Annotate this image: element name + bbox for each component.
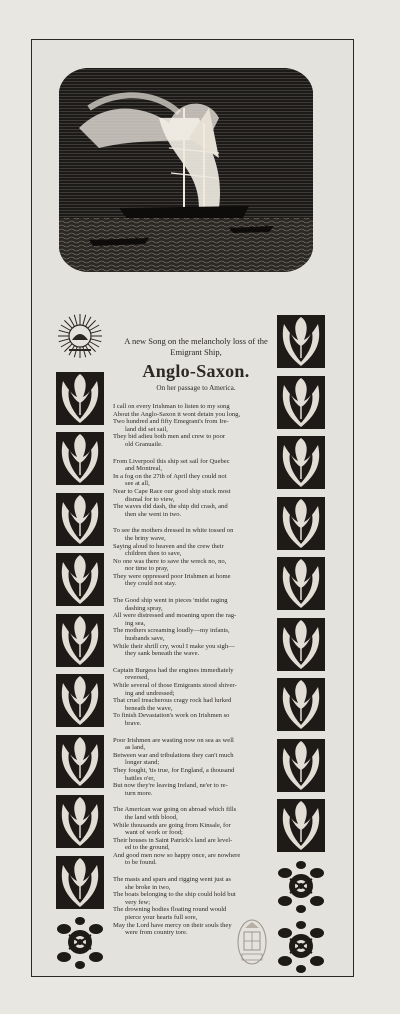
verse-line: Poor Irishmen are wasting now on sea as well	[113, 736, 234, 744]
verse-line: children then to save,	[125, 550, 182, 558]
verse-line: the land with blood,	[125, 813, 178, 821]
right-acanthus-ornament-icon	[276, 375, 326, 430]
verse-line: ing and undressed;	[125, 689, 175, 697]
verse-line: Near to Cape Race our good ship stuck most	[113, 487, 231, 495]
left-rose-ornament-icon	[55, 915, 105, 970]
stanza	[113, 458, 279, 519]
verse-line: The boats belonging to the ship could hold but	[113, 891, 236, 899]
right-acanthus-ornament-icon	[276, 738, 326, 793]
right-acanthus-ornament-icon	[276, 435, 326, 490]
verse-line: very few;	[125, 898, 151, 906]
song-text	[113, 336, 279, 946]
verse-line: land did set sail,	[125, 425, 168, 433]
verse-line: They were oppressed poor Irishmen at home	[113, 572, 231, 580]
right-acanthus-ornament-icon	[276, 798, 326, 853]
verse-line: While their shrill cry, woul I make you sigh—	[113, 642, 235, 650]
verse-line: then she went in two.	[125, 510, 182, 518]
left-acanthus-ornament-icon	[55, 613, 105, 668]
verse-line: All were distressed and moaning upon the rag-	[113, 612, 237, 620]
verse-line: as land,	[125, 744, 146, 752]
left-acanthus-ornament-icon	[55, 492, 105, 547]
left-acanthus-ornament-icon	[55, 734, 105, 789]
verse-line: longer stand;	[125, 759, 160, 767]
verse-line: The drowning bodies floating round would	[113, 906, 227, 914]
right-acanthus-ornament-icon	[276, 556, 326, 611]
verse-line: Between war and tribulations they can't much	[113, 751, 234, 759]
verse-line: old Granuaile.	[125, 440, 163, 448]
verse-line: In a fog on the 27th of April they could not	[113, 472, 227, 480]
right-rose-ornament-icon	[276, 859, 326, 914]
stanza	[113, 597, 279, 658]
verse-line: That cruel treacherous cragy rock had lurked	[113, 697, 232, 705]
verse-line: see at all,	[125, 480, 150, 488]
stanza	[113, 403, 279, 449]
verse-line: The American war going on abroad which fills	[113, 806, 237, 814]
left-acanthus-ornament-icon	[55, 371, 105, 426]
verse-line: want of work or food;	[125, 829, 183, 837]
verse-line: They fought, 'tis true, for England, a thousand	[113, 766, 235, 774]
verse-line: To see the mothers dressed in white tossed on	[113, 527, 234, 535]
verse-line: battles o'er,	[125, 774, 155, 782]
left-sunburst-ornament-icon	[55, 310, 105, 365]
verse-line: the briny wave,	[125, 534, 166, 542]
verse-line: Their houses in Saint Patrick's land are level-	[113, 836, 233, 844]
song-intro: A new Song on the melancholy loss of the Emigrant Ship,	[124, 336, 268, 357]
left-acanthus-ornament-icon	[55, 552, 105, 607]
verse-line: were from country tore.	[125, 929, 188, 937]
verse-line: While several of those Emigrants stood shiver-	[113, 682, 237, 689]
printer-seal-icon	[236, 918, 268, 968]
stanza	[113, 527, 279, 588]
verse-line: pierce your hearts full sore,	[125, 914, 198, 922]
verse-line: From Liverpool this ship set sail for Quebec	[113, 457, 230, 465]
verse-line: dashing spray,	[125, 604, 163, 612]
left-acanthus-ornament-icon	[55, 794, 105, 849]
verse-line: dismal for to view,	[125, 495, 175, 503]
verse-line: ing sea,	[125, 619, 146, 627]
stanza	[113, 806, 279, 867]
verse-line: reversed,	[125, 674, 149, 682]
left-acanthus-ornament-icon	[55, 673, 105, 728]
right-rose-ornament-icon	[276, 919, 326, 974]
verse-line: beneath the wave,	[125, 704, 173, 712]
verse-line: Two hundred and fifty Emegrant's from Ire-	[113, 418, 229, 426]
burning-ship-engraving	[59, 68, 313, 272]
stanza	[113, 667, 279, 728]
verse-line: The mothers screaming loudly—my infants,	[113, 627, 230, 635]
verse-line: they could not stay.	[125, 580, 177, 588]
verse-line: No one was there to save the wreck no, no,	[113, 557, 227, 565]
verse-line: The masts and spars and rigging went just as	[113, 876, 231, 884]
verse-line: May the Lord have mercy on their souls they	[113, 921, 232, 929]
verse-line: They bid adieu both men and crew to poor	[113, 433, 226, 441]
verse-line: they sank beneath the wave.	[125, 650, 200, 658]
verse-line: While thousands are going from Kinsale, for	[113, 821, 231, 829]
left-acanthus-ornament-icon	[55, 855, 105, 910]
stanza	[113, 737, 279, 798]
verse-line: ed to the ground,	[125, 844, 170, 852]
verse-line: The Good ship went in pieces 'midst raging	[113, 597, 228, 605]
verse-line: husbands save,	[125, 635, 165, 643]
verse-line: to be found.	[125, 859, 157, 867]
verse-line: turn more.	[125, 789, 153, 797]
verse-line: Captain Burgess had the engines immediately	[113, 666, 234, 674]
verse-line: About the Anglo-Saxon it wont detain you long,	[113, 410, 241, 418]
right-acanthus-ornament-icon	[276, 314, 326, 369]
verse-line: and Montreal,	[125, 465, 162, 473]
right-acanthus-ornament-icon	[276, 677, 326, 732]
verse-line: The waves did dash, the ship did crash, and	[113, 503, 228, 511]
verse-line: And good men now so happy once, are nowhere	[113, 851, 241, 859]
song-title: Anglo-Saxon.	[142, 361, 250, 381]
left-acanthus-ornament-icon	[55, 431, 105, 486]
verse-line: But now they're leaving Ireland, ne'er to re-	[113, 782, 228, 790]
verse-line: Saying aloud to heaven and the crew their	[113, 542, 224, 550]
verse-line: she broke in two,	[125, 883, 171, 891]
verse-line: nor time to pray,	[125, 565, 169, 573]
right-acanthus-ornament-icon	[276, 617, 326, 672]
verse-line: To finish Devastation's work on Irishmen so	[113, 712, 230, 720]
verse-line: I call on every Irishman to listen to my song	[113, 403, 230, 410]
song-subtitle: On her passage to America.	[156, 384, 236, 392]
verse-line: brave.	[125, 719, 142, 727]
right-acanthus-ornament-icon	[276, 496, 326, 551]
